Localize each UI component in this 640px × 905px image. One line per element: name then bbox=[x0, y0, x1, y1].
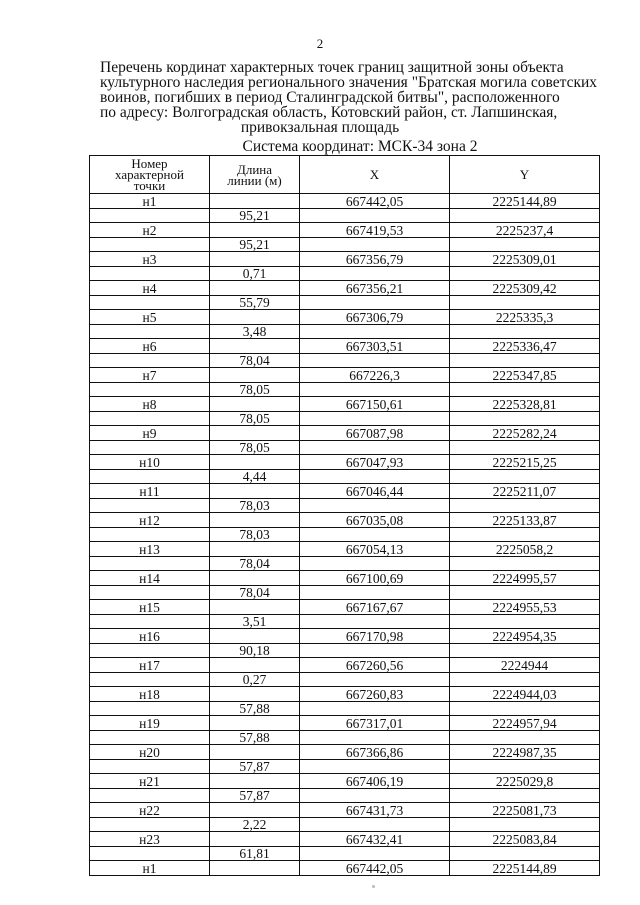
segment-blank-cell bbox=[450, 731, 600, 745]
line-length-blank-cell bbox=[210, 426, 300, 441]
segment-blank-cell bbox=[450, 354, 600, 368]
segment-blank-cell bbox=[300, 644, 450, 658]
segment-row bbox=[90, 267, 600, 281]
segment-blank-cell bbox=[90, 267, 210, 281]
line-length-blank-cell bbox=[210, 571, 300, 586]
y-coordinate-cell: 2224955,53 bbox=[450, 600, 600, 615]
x-coordinate-cell: 667260,56 bbox=[300, 658, 450, 673]
segment-length-cell: 61,81 bbox=[210, 847, 300, 861]
segment-row bbox=[90, 818, 600, 832]
segment-length-cell: 0,71 bbox=[210, 267, 300, 281]
point-name-cell: н11 bbox=[90, 484, 210, 499]
segment-length-cell: 95,21 bbox=[210, 238, 300, 252]
line-length-blank-cell bbox=[210, 745, 300, 760]
point-name-cell: н19 bbox=[90, 716, 210, 731]
segment-row bbox=[90, 789, 600, 803]
segment-row bbox=[90, 499, 600, 513]
header-y: Y bbox=[450, 156, 600, 194]
segment-blank-cell bbox=[450, 528, 600, 542]
x-coordinate-cell: 667317,01 bbox=[300, 716, 450, 731]
title-line: культурного наследия регионального значения "Братская могила советских bbox=[100, 74, 598, 91]
table-row bbox=[90, 600, 600, 615]
y-coordinate-cell: 2224944,03 bbox=[450, 687, 600, 702]
segment-length-cell: 78,05 bbox=[210, 383, 300, 397]
x-coordinate-cell: 667047,93 bbox=[300, 455, 450, 470]
segment-blank-cell bbox=[300, 441, 450, 455]
segment-blank-cell bbox=[450, 673, 600, 687]
line-length-blank-cell bbox=[210, 513, 300, 528]
point-name-cell: н4 bbox=[90, 281, 210, 296]
segment-length-cell: 78,05 bbox=[210, 412, 300, 426]
segment-blank-cell bbox=[300, 818, 450, 832]
table-row bbox=[90, 803, 600, 818]
segment-row bbox=[90, 412, 600, 426]
x-coordinate-cell: 667303,51 bbox=[300, 339, 450, 354]
segment-row bbox=[90, 847, 600, 861]
segment-length-cell: 4,44 bbox=[210, 470, 300, 484]
line-length-blank-cell bbox=[210, 861, 300, 876]
line-length-blank-cell bbox=[210, 658, 300, 673]
segment-length-cell: 0,27 bbox=[210, 673, 300, 687]
table-row bbox=[90, 542, 600, 557]
segment-blank-cell bbox=[300, 528, 450, 542]
y-coordinate-cell: 2225133,87 bbox=[450, 513, 600, 528]
segment-length-cell: 55,79 bbox=[210, 296, 300, 310]
y-coordinate-cell: 2224954,35 bbox=[450, 629, 600, 644]
segment-blank-cell bbox=[450, 702, 600, 716]
y-coordinate-cell: 2224987,35 bbox=[450, 745, 600, 760]
segment-row bbox=[90, 731, 600, 745]
segment-blank-cell bbox=[300, 847, 450, 861]
header-line: Номер bbox=[131, 156, 168, 171]
segment-blank-cell bbox=[450, 325, 600, 339]
segment-blank-cell bbox=[450, 412, 600, 426]
segment-blank-cell bbox=[90, 499, 210, 513]
table-row bbox=[90, 339, 600, 354]
segment-blank-cell bbox=[300, 238, 450, 252]
line-length-blank-cell bbox=[210, 455, 300, 470]
segment-blank-cell bbox=[450, 296, 600, 310]
y-coordinate-cell: 2225058,2 bbox=[450, 542, 600, 557]
y-coordinate-cell: 2225215,25 bbox=[450, 455, 600, 470]
x-coordinate-cell: 667046,44 bbox=[300, 484, 450, 499]
segment-blank-cell bbox=[90, 296, 210, 310]
table-row bbox=[90, 658, 600, 673]
line-length-blank-cell bbox=[210, 803, 300, 818]
y-coordinate-cell: 2224995,57 bbox=[450, 571, 600, 586]
segment-length-cell: 57,88 bbox=[210, 702, 300, 716]
segment-blank-cell bbox=[90, 818, 210, 832]
point-name-cell: н12 bbox=[90, 513, 210, 528]
segment-blank-cell bbox=[450, 615, 600, 629]
segment-length-cell: 78,03 bbox=[210, 528, 300, 542]
y-coordinate-cell: 2225237,4 bbox=[450, 223, 600, 238]
segment-row bbox=[90, 354, 600, 368]
point-name-cell: н5 bbox=[90, 310, 210, 325]
x-coordinate-cell: 667100,69 bbox=[300, 571, 450, 586]
segment-blank-cell bbox=[300, 615, 450, 629]
y-coordinate-cell: 2225309,01 bbox=[450, 252, 600, 267]
segment-row bbox=[90, 644, 600, 658]
segment-blank-cell bbox=[300, 296, 450, 310]
point-name-cell: н1 bbox=[90, 861, 210, 876]
x-coordinate-cell: 667260,83 bbox=[300, 687, 450, 702]
y-coordinate-cell: 2225083,84 bbox=[450, 832, 600, 847]
table-row bbox=[90, 745, 600, 760]
table-row bbox=[90, 310, 600, 325]
segment-length-cell: 78,03 bbox=[210, 499, 300, 513]
segment-blank-cell bbox=[450, 209, 600, 223]
x-coordinate-cell: 667167,67 bbox=[300, 600, 450, 615]
segment-length-cell: 3,51 bbox=[210, 615, 300, 629]
segment-row bbox=[90, 528, 600, 542]
table-row bbox=[90, 774, 600, 789]
segment-blank-cell bbox=[90, 644, 210, 658]
point-name-cell: н2 bbox=[90, 223, 210, 238]
line-length-blank-cell bbox=[210, 629, 300, 644]
segment-blank-cell bbox=[90, 789, 210, 803]
table-row bbox=[90, 368, 600, 383]
point-name-cell: н16 bbox=[90, 629, 210, 644]
segment-blank-cell bbox=[300, 760, 450, 774]
segment-row bbox=[90, 702, 600, 716]
header-line: характерной bbox=[115, 167, 184, 182]
segment-row bbox=[90, 760, 600, 774]
line-length-blank-cell bbox=[210, 252, 300, 267]
segment-blank-cell bbox=[90, 615, 210, 629]
title-line: Перечень кординат характерных точек границ защитной зоны объекта bbox=[100, 59, 564, 76]
segment-blank-cell bbox=[450, 760, 600, 774]
segment-length-cell: 78,04 bbox=[210, 354, 300, 368]
segment-blank-cell bbox=[300, 209, 450, 223]
segment-blank-cell bbox=[90, 586, 210, 600]
point-name-cell: н21 bbox=[90, 774, 210, 789]
line-length-blank-cell bbox=[210, 223, 300, 238]
y-coordinate-cell: 2225029,8 bbox=[450, 774, 600, 789]
line-length-blank-cell bbox=[210, 484, 300, 499]
segment-blank-cell bbox=[300, 267, 450, 281]
line-length-blank-cell bbox=[210, 281, 300, 296]
point-name-cell: н10 bbox=[90, 455, 210, 470]
segment-blank-cell bbox=[450, 644, 600, 658]
coordinates-table bbox=[89, 155, 600, 876]
point-name-cell: н18 bbox=[90, 687, 210, 702]
header-line: линии (м) bbox=[227, 172, 282, 188]
header-point-number bbox=[90, 156, 210, 194]
point-name-cell: н7 bbox=[90, 368, 210, 383]
point-name-cell: н23 bbox=[90, 832, 210, 847]
segment-blank-cell bbox=[90, 209, 210, 223]
segment-row bbox=[90, 441, 600, 455]
segment-length-cell: 95,21 bbox=[210, 209, 300, 223]
header-line: Длина bbox=[236, 161, 273, 177]
table-row bbox=[90, 832, 600, 847]
line-length-blank-cell bbox=[210, 310, 300, 325]
y-coordinate-cell: 2225328,81 bbox=[450, 397, 600, 412]
header-x: X bbox=[300, 156, 450, 194]
line-length-blank-cell bbox=[210, 716, 300, 731]
segment-row bbox=[90, 238, 600, 252]
y-coordinate-cell: 2224944 bbox=[450, 658, 600, 673]
segment-length-cell: 78,05 bbox=[210, 441, 300, 455]
segment-row bbox=[90, 325, 600, 339]
x-coordinate-cell: 667432,41 bbox=[300, 832, 450, 847]
segment-row bbox=[90, 470, 600, 484]
y-coordinate-cell: 2225309,42 bbox=[450, 281, 600, 296]
x-coordinate-cell: 667170,98 bbox=[300, 629, 450, 644]
table-row bbox=[90, 861, 600, 876]
segment-blank-cell bbox=[300, 731, 450, 745]
line-length-blank-cell bbox=[210, 542, 300, 557]
table-row bbox=[90, 223, 600, 238]
scan-dot bbox=[372, 885, 375, 888]
segment-length-cell: 3,48 bbox=[210, 325, 300, 339]
segment-blank-cell bbox=[90, 731, 210, 745]
segment-blank-cell bbox=[450, 383, 600, 397]
segment-blank-cell bbox=[90, 325, 210, 339]
point-name-cell: н20 bbox=[90, 745, 210, 760]
table-body bbox=[90, 194, 600, 876]
table-row bbox=[90, 687, 600, 702]
header-line: точки bbox=[133, 178, 166, 193]
y-coordinate-cell: 2225336,47 bbox=[450, 339, 600, 354]
point-name-cell: н9 bbox=[90, 426, 210, 441]
title-line: по адресу: Волгоградская область, Котовский район, ст. Лапшинская, bbox=[100, 104, 558, 121]
table-row bbox=[90, 281, 600, 296]
x-coordinate-cell: 667442,05 bbox=[300, 194, 450, 209]
point-name-cell: н1 bbox=[90, 194, 210, 209]
table-row bbox=[90, 426, 600, 441]
segment-blank-cell bbox=[90, 760, 210, 774]
point-name-cell: н17 bbox=[90, 658, 210, 673]
x-coordinate-cell: 667406,19 bbox=[300, 774, 450, 789]
segment-blank-cell bbox=[450, 789, 600, 803]
segment-blank-cell bbox=[450, 238, 600, 252]
table-row bbox=[90, 252, 600, 267]
x-coordinate-cell: 667035,08 bbox=[300, 513, 450, 528]
segment-row bbox=[90, 209, 600, 223]
line-length-blank-cell bbox=[210, 774, 300, 789]
segment-blank-cell bbox=[90, 702, 210, 716]
segment-blank-cell bbox=[300, 412, 450, 426]
segment-length-cell: 90,18 bbox=[210, 644, 300, 658]
table-row bbox=[90, 484, 600, 499]
segment-blank-cell bbox=[90, 847, 210, 861]
segment-blank-cell bbox=[300, 557, 450, 571]
segment-blank-cell bbox=[90, 673, 210, 687]
point-name-cell: н3 bbox=[90, 252, 210, 267]
segment-blank-cell bbox=[90, 557, 210, 571]
x-coordinate-cell: 667442,05 bbox=[300, 861, 450, 876]
segment-blank-cell bbox=[90, 441, 210, 455]
segment-length-cell: 78,04 bbox=[210, 586, 300, 600]
segment-row bbox=[90, 296, 600, 310]
segment-blank-cell bbox=[300, 354, 450, 368]
header-line-length bbox=[210, 156, 300, 194]
y-coordinate-cell: 2225347,85 bbox=[450, 368, 600, 383]
segment-length-cell: 57,88 bbox=[210, 731, 300, 745]
y-coordinate-cell: 2225211,07 bbox=[450, 484, 600, 499]
coordinate-system-label: Система координат: МСК-34 зона 2 bbox=[242, 138, 478, 155]
x-coordinate-cell: 667356,79 bbox=[300, 252, 450, 267]
x-coordinate-cell: 667356,21 bbox=[300, 281, 450, 296]
title-line: привокзальная площадь bbox=[240, 119, 400, 136]
segment-blank-cell bbox=[450, 557, 600, 571]
x-coordinate-cell: 667306,79 bbox=[300, 310, 450, 325]
segment-blank-cell bbox=[90, 238, 210, 252]
line-length-blank-cell bbox=[210, 687, 300, 702]
y-coordinate-cell: 2225335,3 bbox=[450, 310, 600, 325]
line-length-blank-cell bbox=[210, 368, 300, 383]
document-title bbox=[100, 59, 598, 136]
segment-blank-cell bbox=[300, 702, 450, 716]
segment-blank-cell bbox=[300, 789, 450, 803]
segment-blank-cell bbox=[450, 470, 600, 484]
segment-blank-cell bbox=[90, 470, 210, 484]
table-header-row bbox=[90, 156, 600, 194]
point-name-cell: н8 bbox=[90, 397, 210, 412]
line-length-blank-cell bbox=[210, 194, 300, 209]
line-length-blank-cell bbox=[210, 397, 300, 412]
segment-blank-cell bbox=[450, 847, 600, 861]
segment-row bbox=[90, 586, 600, 600]
segment-length-cell: 57,87 bbox=[210, 789, 300, 803]
segment-length-cell: 2,22 bbox=[210, 818, 300, 832]
title-line: воинов, погибших в период Сталинградской битвы", расположенного bbox=[100, 89, 560, 106]
segment-length-cell: 78,04 bbox=[210, 557, 300, 571]
table-row bbox=[90, 397, 600, 412]
segment-blank-cell bbox=[300, 383, 450, 397]
y-coordinate-cell: 2225144,89 bbox=[450, 861, 600, 876]
line-length-blank-cell bbox=[210, 339, 300, 354]
segment-blank-cell bbox=[450, 267, 600, 281]
y-coordinate-cell: 2224957,94 bbox=[450, 716, 600, 731]
table-row bbox=[90, 513, 600, 528]
segment-blank-cell bbox=[300, 470, 450, 484]
table-row bbox=[90, 629, 600, 644]
line-length-blank-cell bbox=[210, 832, 300, 847]
point-name-cell: н14 bbox=[90, 571, 210, 586]
table-row bbox=[90, 716, 600, 731]
y-coordinate-cell: 2225282,24 bbox=[450, 426, 600, 441]
segment-blank-cell bbox=[90, 383, 210, 397]
page-number: 2 bbox=[316, 36, 324, 51]
segment-blank-cell bbox=[90, 412, 210, 426]
x-coordinate-cell: 667419,53 bbox=[300, 223, 450, 238]
segment-blank-cell bbox=[450, 441, 600, 455]
point-name-cell: н13 bbox=[90, 542, 210, 557]
table-row bbox=[90, 455, 600, 470]
point-name-cell: н22 bbox=[90, 803, 210, 818]
x-coordinate-cell: 667366,86 bbox=[300, 745, 450, 760]
segment-blank-cell bbox=[450, 818, 600, 832]
table-row bbox=[90, 571, 600, 586]
segment-blank-cell bbox=[90, 354, 210, 368]
segment-blank-cell bbox=[90, 528, 210, 542]
segment-blank-cell bbox=[300, 499, 450, 513]
segment-row bbox=[90, 673, 600, 687]
x-coordinate-cell: 667087,98 bbox=[300, 426, 450, 441]
segment-row bbox=[90, 615, 600, 629]
segment-row bbox=[90, 557, 600, 571]
segment-length-cell: 57,87 bbox=[210, 760, 300, 774]
segment-blank-cell bbox=[450, 499, 600, 513]
x-coordinate-cell: 667431,73 bbox=[300, 803, 450, 818]
table-row bbox=[90, 194, 600, 209]
y-coordinate-cell: 2225081,73 bbox=[450, 803, 600, 818]
segment-blank-cell bbox=[450, 586, 600, 600]
y-coordinate-cell: 2225144,89 bbox=[450, 194, 600, 209]
segment-blank-cell bbox=[300, 673, 450, 687]
segment-blank-cell bbox=[300, 325, 450, 339]
point-name-cell: н6 bbox=[90, 339, 210, 354]
x-coordinate-cell: 667226,3 bbox=[300, 368, 450, 383]
segment-row bbox=[90, 383, 600, 397]
line-length-blank-cell bbox=[210, 600, 300, 615]
x-coordinate-cell: 667054,13 bbox=[300, 542, 450, 557]
segment-blank-cell bbox=[300, 586, 450, 600]
point-name-cell: н15 bbox=[90, 600, 210, 615]
x-coordinate-cell: 667150,61 bbox=[300, 397, 450, 412]
